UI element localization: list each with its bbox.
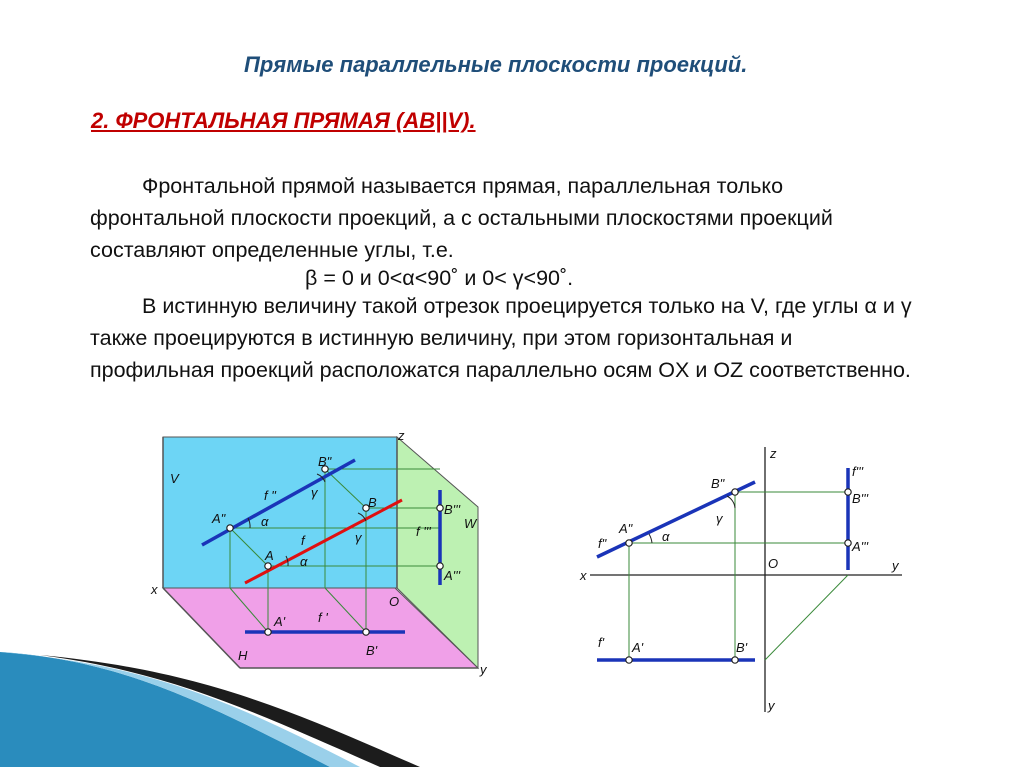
plane-w-label: W	[464, 516, 477, 531]
line-f1-label-right: f'	[598, 635, 605, 650]
line-f3-label: f '''	[416, 524, 431, 539]
line-f-label: f	[301, 533, 305, 548]
angle-alpha-top: α	[261, 514, 269, 529]
point-b-label: B	[368, 495, 377, 510]
point-a-label: A	[265, 548, 274, 563]
point-a1-label-right: A'	[632, 640, 644, 655]
point-b1-label: B'	[366, 643, 378, 658]
line-f1-label: f '	[318, 610, 328, 625]
slide-title: Прямые параллельные плоскости проекций.	[244, 52, 748, 77]
axis-y-label-bottom: y	[768, 698, 775, 713]
axis-x-label-right: x	[580, 568, 587, 583]
point-a2-label-right: A"	[619, 521, 633, 536]
line-f2-label: f "	[264, 488, 276, 503]
point-a1-label: A'	[274, 614, 286, 629]
point-b3-label-right: B'''	[852, 491, 869, 506]
point-a3-label-right: A'''	[852, 539, 869, 554]
axis-y-label: y	[480, 662, 487, 677]
point-b1-label-right: B'	[736, 640, 748, 655]
axis-z-label: z	[398, 428, 405, 443]
true-size-paragraph: В истинную величину такой отрезок проецируется только на V, где углы α и γ также проецируются в истинную величину, при этом горизонтальная и профильная проекций расположатся параллельно осям OX и OZ соответственно.	[90, 294, 912, 382]
plane-v-label: V	[170, 471, 179, 486]
section-heading: 2. ФРОНТАЛЬНАЯ ПРЯМАЯ (AB||V).	[91, 108, 476, 133]
angle-gamma-top: γ	[311, 485, 318, 500]
angle-alpha-right: α	[662, 529, 670, 544]
point-b2-label-right: B"	[711, 476, 725, 491]
angle-formula: β = 0 и 0<α<90˚ и 0< γ<90˚.	[305, 266, 574, 290]
plane-h-label: H	[238, 648, 248, 663]
angle-gamma-mid: γ	[355, 530, 362, 545]
point-a2-label: A"	[212, 511, 226, 526]
line-f2-label-right: f"	[598, 536, 607, 551]
axis-y-label-right: y	[892, 558, 899, 573]
angle-gamma-right: γ	[716, 511, 723, 526]
axis-x-label: x	[151, 582, 158, 597]
origin-o-label: O	[389, 594, 400, 609]
angle-alpha-mid: α	[300, 554, 308, 569]
line-f3-label-right: f'''	[852, 464, 864, 479]
axis-z-label-right: z	[770, 446, 777, 461]
point-b3-label: B'''	[444, 502, 461, 517]
point-a3-label: A'''	[444, 568, 461, 583]
definition-paragraph: Фронтальной прямой называется прямая, параллельная только фронтальной плоскости проекций, а с остальными плоскостями проекций составляют определенные углы, т.е.	[90, 174, 833, 262]
point-b2-label: B"	[318, 454, 332, 469]
origin-o-label-right: O	[768, 556, 779, 571]
f2-projection	[597, 482, 755, 557]
